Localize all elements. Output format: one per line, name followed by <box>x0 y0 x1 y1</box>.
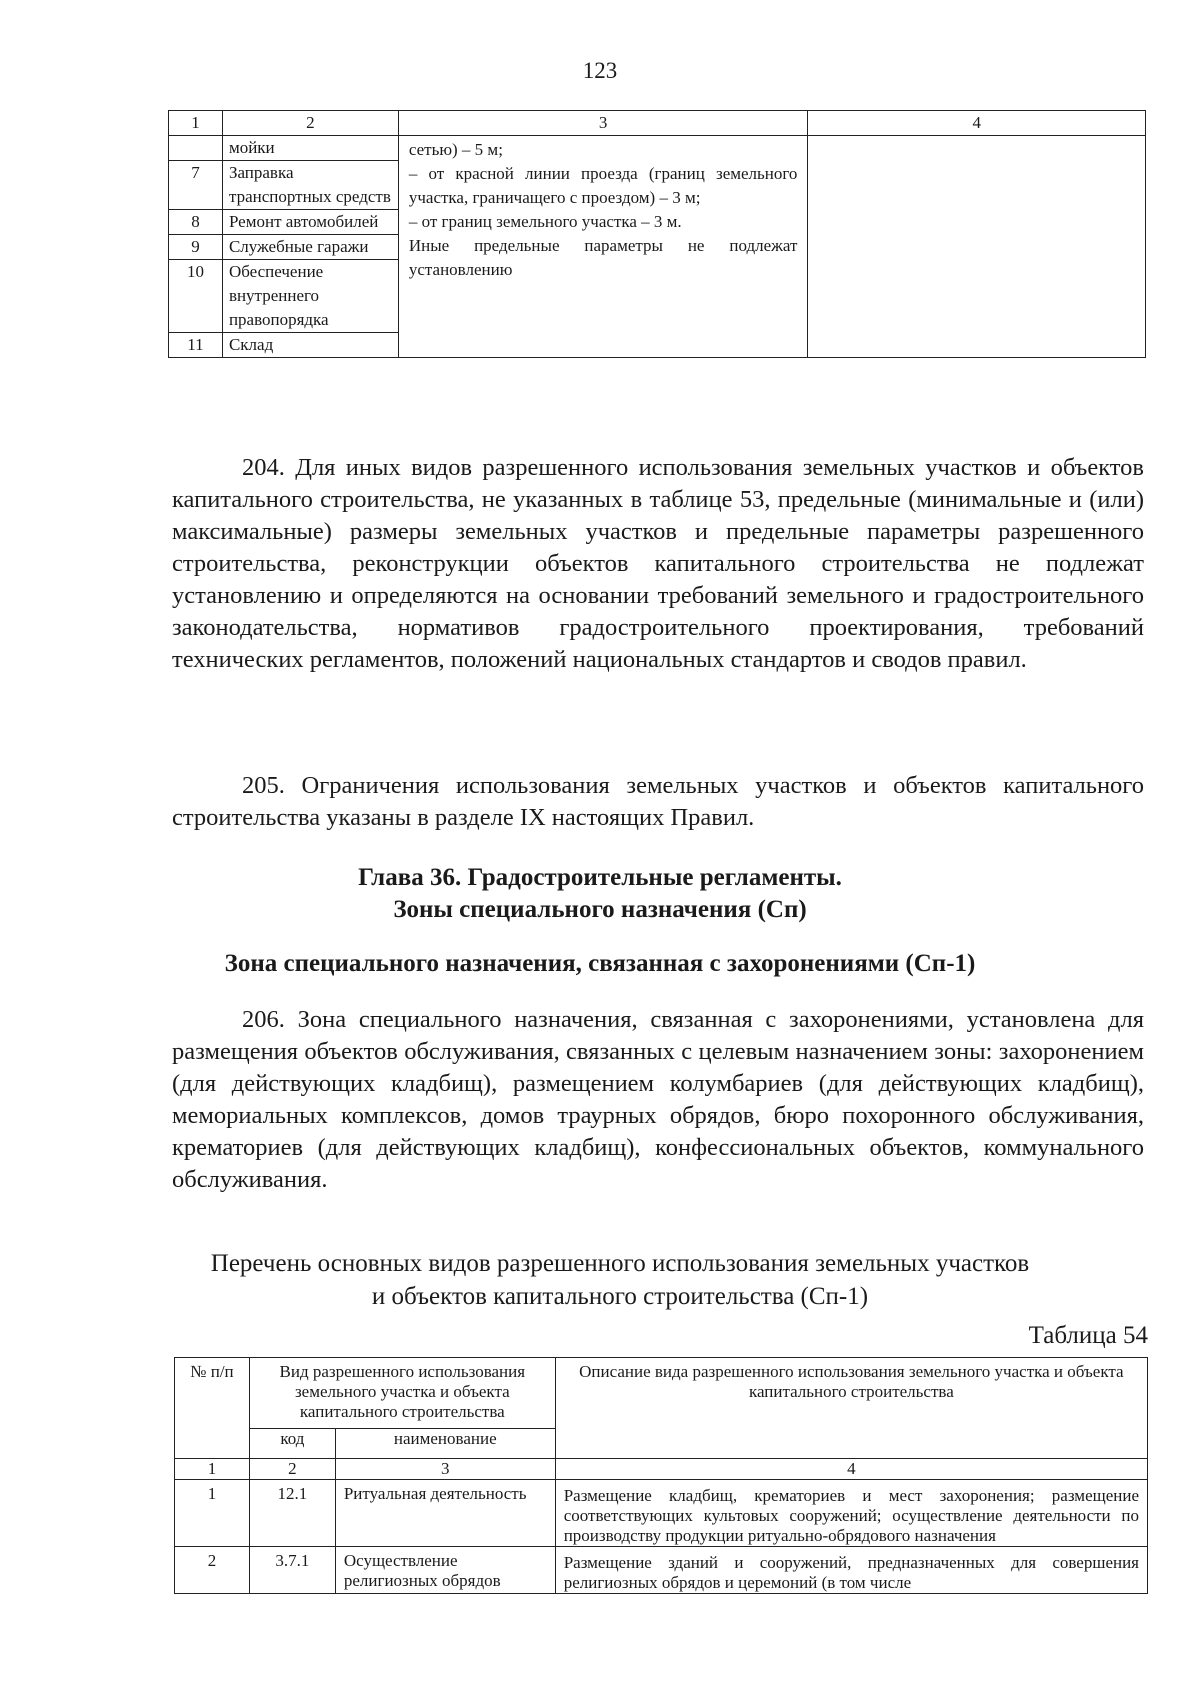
parameter-line: сетью) – 5 м; <box>408 140 503 159</box>
row-number: 9 <box>169 235 223 260</box>
table-header-row <box>175 1358 1148 1429</box>
use-name: Склад <box>222 333 398 358</box>
row-number: 10 <box>169 260 223 333</box>
use-name: Заправка транспортных средств <box>222 161 398 210</box>
paragraph-text: 204. Для иных видов разрешенного использования земельных участков и объектов капитального строительства, не указанных в таблице 53, предельные (минимальные и (или) максимальные) размеры земельных участков и предельные параметры разрешенного строительства, реконструкции объектов капитального строительства не подлежат установлению и определяются на основании требований земельного и градостроительного законодательства, нормативов градостроительного проектирования, требований технических регламентов, положений национальных стандартов и сводов правил. <box>172 454 1144 673</box>
parameters-cell <box>398 136 808 358</box>
column-number: 4 <box>808 111 1146 136</box>
paragraph-204 <box>172 452 1144 676</box>
column-number: 4 <box>555 1459 1147 1480</box>
parameter-line: Иные предельные параметры не подлежат установлению <box>408 236 798 279</box>
parameter-line: – от красной линии проезда (границ земельного участка, граничащего с проездом) – 3 м; <box>408 164 798 207</box>
header-number: № п/п <box>175 1358 250 1459</box>
column-numbers-row <box>175 1459 1148 1480</box>
list-caption-line-1: Перечень основных видов разрешенного использования земельных участков <box>210 1250 1030 1277</box>
paragraph-text: 205. Ограничения использования земельных участков и объектов капитального строительства указаны в разделе IX настоящих Правил. <box>172 772 1144 831</box>
row-number <box>169 136 223 161</box>
use-name: Ритуальная деятельность <box>335 1480 555 1547</box>
header-description: Описание вида разрешенного использования земельного участка и объекта капитального строительства <box>555 1358 1147 1459</box>
header-code: код <box>249 1429 335 1459</box>
header-name: наименование <box>335 1429 555 1459</box>
header-use-kind: Вид разрешенного использования земельного участка и объекта капитального строительства <box>249 1358 555 1429</box>
use-description: Размещение кладбищ, крематориев и мест захоронения; размещение соответствующих культовых сооружений; осуществление деятельности по производству продукции ритуально-обрядового назначения <box>555 1480 1147 1547</box>
row-number: 11 <box>169 333 223 358</box>
column-number: 2 <box>222 111 398 136</box>
regulations-table-continuation <box>168 110 1146 358</box>
use-name: мойки <box>222 136 398 161</box>
column-number: 1 <box>169 111 223 136</box>
list-caption-line-2: и объектов капитального строительства (Сп-1) <box>371 1283 869 1310</box>
paragraph-205 <box>172 770 1144 834</box>
zone-heading: Зона специального назначения, связанная с захоронениями (Сп-1) <box>224 950 976 977</box>
chapter-title-line-1: Глава 36. Градостроительные регламенты. <box>358 864 842 891</box>
use-name: Осуществление религиозных обрядов <box>335 1547 555 1594</box>
use-description: Размещение зданий и сооружений, предназначенных для совершения религиозных обрядов и церемоний (в том числе <box>555 1547 1147 1594</box>
row-number: 1 <box>175 1480 250 1547</box>
parameter-line: – от границ земельного участка – 3 м. <box>408 212 682 231</box>
use-code: 3.7.1 <box>249 1547 335 1594</box>
chapter-title-line-2: Зоны специального назначения (Сп) <box>393 896 807 923</box>
column-number: 3 <box>398 111 808 136</box>
table-header-row <box>169 111 1146 136</box>
use-code: 12.1 <box>249 1480 335 1547</box>
use-name: Ремонт автомобилей <box>222 210 398 235</box>
paragraph-text: 206. Зона специального назначения, связанная с захоронениями, установлена для размещения объектов обслуживания, связанных с целевым назначением зоны: захоронением (для действующих кладбищ), размещением колумбариев (для действующих кладбищ), мемориальных комплексов, домов траурных обрядов, бюро похоронного обслуживания, крематориев (для действующих кладбищ), конфессиональных объектов, коммунального обслуживания. <box>172 1006 1144 1193</box>
table-54 <box>174 1357 1148 1594</box>
use-name: Обеспечение внутреннего правопорядка <box>222 260 398 333</box>
column-number: 3 <box>335 1459 555 1480</box>
column-number: 2 <box>249 1459 335 1480</box>
table-row <box>175 1480 1148 1547</box>
row-number: 8 <box>169 210 223 235</box>
page-number: 123 <box>582 58 618 83</box>
row-number: 2 <box>175 1547 250 1594</box>
column-number: 1 <box>175 1459 250 1480</box>
row-number: 7 <box>169 161 223 210</box>
paragraph-206 <box>172 1004 1144 1196</box>
use-name: Служебные гаражи <box>222 235 398 260</box>
table-row <box>175 1547 1148 1594</box>
table-row <box>169 136 1146 161</box>
column-4-cell <box>808 136 1146 358</box>
table-label: Таблица 54 <box>1028 1322 1148 1349</box>
